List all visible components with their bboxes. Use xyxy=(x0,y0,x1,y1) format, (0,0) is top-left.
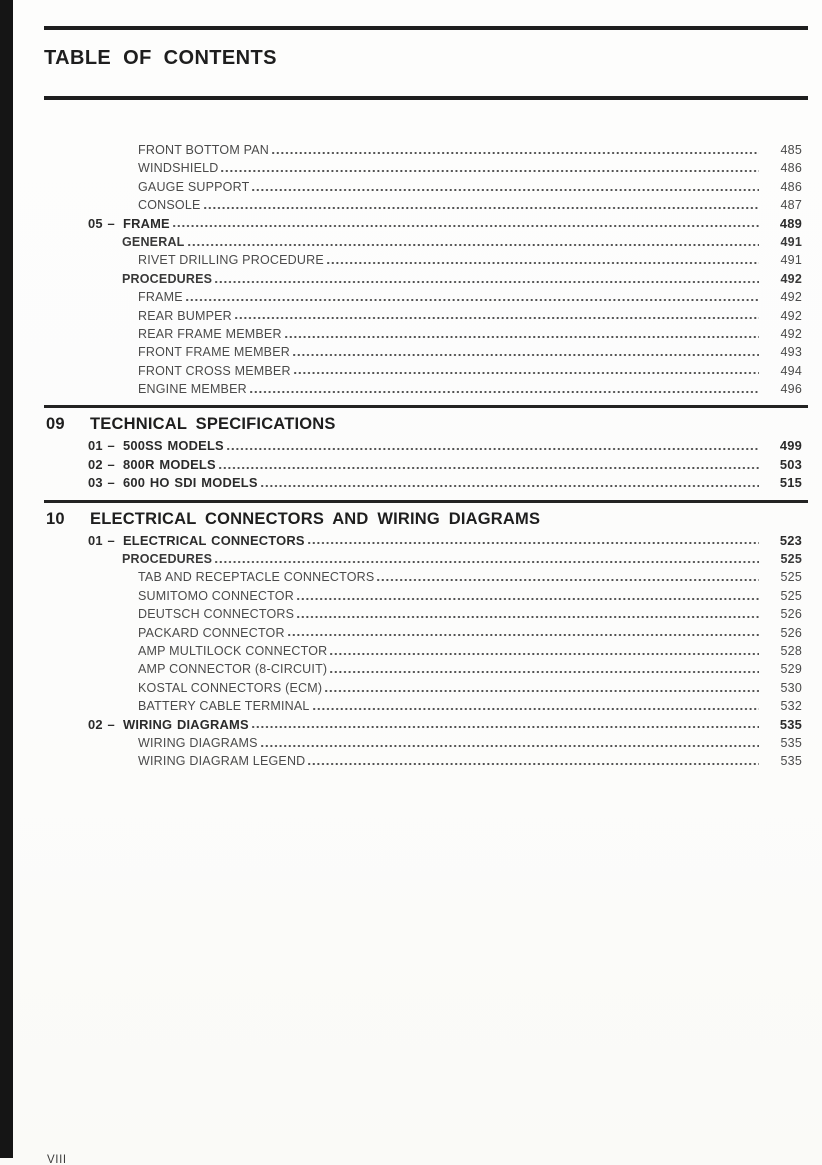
toc-entry-page: 492 xyxy=(780,290,802,305)
dot-leader xyxy=(173,215,759,233)
toc-entry-page: 486 xyxy=(780,161,802,176)
dot-leader xyxy=(288,624,759,642)
toc-entry-label: 500SS MODELS xyxy=(123,438,224,454)
toc-list xyxy=(44,141,808,771)
toc-entry-label: REAR FRAME MEMBER xyxy=(138,326,282,341)
toc-entry-label: WINDSHIELD xyxy=(138,161,219,176)
chapter-number: 10 xyxy=(46,509,65,528)
toc-entry xyxy=(44,178,808,196)
binding-edge-bar xyxy=(0,0,13,1158)
toc-entry-number: 01 – xyxy=(88,438,115,454)
toc-entry-page: 523 xyxy=(779,532,802,548)
toc-entry xyxy=(44,587,808,605)
toc-entry xyxy=(44,307,808,325)
toc-entry-label: PROCEDURES xyxy=(122,271,213,286)
dot-leader xyxy=(219,456,759,474)
chapter-heading xyxy=(44,506,808,532)
dot-leader xyxy=(285,325,759,343)
toc-entry xyxy=(44,605,808,623)
toc-entry-label: FRAME xyxy=(123,215,170,231)
toc-entry-page: 525 xyxy=(780,588,802,603)
chapter-number: 09 xyxy=(46,415,65,434)
toc-entry-page: 526 xyxy=(780,607,802,622)
dot-leader xyxy=(293,343,759,361)
toc-entry-label: REAR BUMPER xyxy=(138,308,232,323)
toc-entry xyxy=(44,437,808,455)
toc-entry xyxy=(44,550,808,568)
toc-entry xyxy=(44,624,808,642)
toc-entry-label: ENGINE MEMBER xyxy=(138,382,247,397)
toc-entry-label: WIRING DIAGRAM LEGEND xyxy=(138,754,306,769)
section-divider-rule xyxy=(44,405,808,408)
toc-entry-page: 491 xyxy=(780,253,802,268)
toc-entry-page: 525 xyxy=(780,570,802,585)
dot-leader xyxy=(252,716,759,734)
toc-entry xyxy=(44,734,808,752)
dot-leader xyxy=(204,196,759,214)
dot-leader xyxy=(377,568,759,586)
dot-leader xyxy=(330,660,759,678)
toc-entry xyxy=(44,251,808,269)
toc-entry-page: 494 xyxy=(780,363,802,378)
toc-entry xyxy=(44,716,808,734)
toc-entry-number: 05 – xyxy=(88,215,115,231)
toc-entry xyxy=(44,343,808,361)
dot-leader xyxy=(215,270,759,288)
toc-entry-page: 486 xyxy=(780,179,802,194)
toc-entry xyxy=(44,532,808,550)
dot-leader xyxy=(297,605,759,623)
toc-entry xyxy=(44,474,808,492)
chapter-title: ELECTRICAL CONNECTORS AND WIRING DIAGRAMS xyxy=(90,509,541,528)
toc-entry xyxy=(44,679,808,697)
toc-entry-page: 492 xyxy=(780,271,802,286)
toc-entry xyxy=(44,660,808,678)
toc-entry xyxy=(44,568,808,586)
toc-entry-page: 487 xyxy=(780,198,802,213)
toc-entry xyxy=(44,456,808,474)
dot-leader xyxy=(221,159,759,177)
toc-entry-page: 489 xyxy=(779,215,802,231)
toc-entry-page: 535 xyxy=(780,735,802,750)
toc-entry-label: CONSOLE xyxy=(138,198,201,213)
dot-leader xyxy=(313,697,759,715)
toc-entry xyxy=(44,159,808,177)
dot-leader xyxy=(235,307,759,325)
toc-entry xyxy=(44,215,808,233)
header-rule-bottom xyxy=(44,96,808,100)
toc-entry-label: FRONT CROSS MEMBER xyxy=(138,363,291,378)
dot-leader xyxy=(308,532,759,550)
toc-entry-page: 492 xyxy=(780,308,802,323)
toc-entry-page: 499 xyxy=(779,438,802,454)
toc-entry xyxy=(44,380,808,398)
dot-leader xyxy=(261,734,759,752)
dot-leader xyxy=(252,178,759,196)
dot-leader xyxy=(261,474,759,492)
toc-entry xyxy=(44,697,808,715)
toc-entry-page: 528 xyxy=(780,643,802,658)
dot-leader xyxy=(297,587,759,605)
header-rule-top xyxy=(44,26,808,30)
dot-leader xyxy=(215,550,759,568)
dot-leader xyxy=(227,437,759,455)
toc-entry xyxy=(44,752,808,770)
toc-entry-label: ELECTRICAL CONNECTORS xyxy=(123,532,305,548)
toc-entry-page: 515 xyxy=(779,475,802,491)
toc-entry-label: SUMITOMO CONNECTOR xyxy=(138,588,294,603)
toc-entry-label: 600 HO SDI MODELS xyxy=(123,475,258,491)
toc-entry xyxy=(44,270,808,288)
toc-entry-label: PACKARD CONNECTOR xyxy=(138,625,285,640)
dot-leader xyxy=(327,251,759,269)
toc-entry xyxy=(44,141,808,159)
dot-leader xyxy=(325,679,759,697)
toc-entry xyxy=(44,642,808,660)
toc-entry xyxy=(44,288,808,306)
section-divider-rule xyxy=(44,500,808,503)
toc-entry-label: GENERAL xyxy=(122,234,185,249)
toc-entry xyxy=(44,362,808,380)
toc-entry-page: 496 xyxy=(780,382,802,397)
toc-entry-page: 492 xyxy=(780,326,802,341)
toc-entry-page: 535 xyxy=(780,754,802,769)
toc-entry-number: 02 – xyxy=(88,716,115,732)
toc-entry-page: 530 xyxy=(780,680,802,695)
chapter-title: TECHNICAL SPECIFICATIONS xyxy=(90,415,336,434)
toc-entry-number: 01 – xyxy=(88,532,115,548)
toc-entry-label: DEUTSCH CONNECTORS xyxy=(138,607,295,622)
toc-entry-label: WIRING DIAGRAMS xyxy=(138,735,258,750)
dot-leader xyxy=(250,380,759,398)
toc-entry-label: FRONT FRAME MEMBER xyxy=(138,345,290,360)
toc-entry xyxy=(44,233,808,251)
toc-entry-label: WIRING DIAGRAMS xyxy=(123,716,249,732)
toc-entry xyxy=(44,196,808,214)
toc-entry-page: 529 xyxy=(780,662,802,677)
toc-entry-page: 532 xyxy=(780,699,802,714)
chapter-heading xyxy=(44,411,808,437)
page-title: TABLE OF CONTENTS xyxy=(44,47,277,69)
folio-page-number: VIII xyxy=(47,1154,67,1165)
toc-entry-label: RIVET DRILLING PROCEDURE xyxy=(138,253,324,268)
dot-leader xyxy=(272,141,759,159)
toc-entry-label: BATTERY CABLE TERMINAL xyxy=(138,699,310,714)
toc-entry-page: 525 xyxy=(780,552,802,567)
dot-leader xyxy=(188,233,759,251)
toc-entry-number: 02 – xyxy=(88,456,115,472)
toc-entry-page: 493 xyxy=(780,345,802,360)
toc-entry-label: FRONT BOTTOM PAN xyxy=(138,143,269,157)
toc-entry-label: GAUGE SUPPORT xyxy=(138,179,250,194)
toc-entry-number: 03 – xyxy=(88,475,115,491)
toc-entry-page: 535 xyxy=(779,716,802,732)
toc-entry-label: AMP CONNECTOR (8-CIRCUIT) xyxy=(138,662,328,677)
dot-leader xyxy=(330,642,759,660)
toc-entry-label: 800R MODELS xyxy=(123,456,216,472)
toc-entry-label: FRAME xyxy=(138,290,183,305)
toc-entry xyxy=(44,325,808,343)
toc-entry-page: 526 xyxy=(780,625,802,640)
toc-entry-label: AMP MULTILOCK CONNECTOR xyxy=(138,643,328,658)
dot-leader xyxy=(308,752,759,770)
toc-entry-label: PROCEDURES xyxy=(122,552,213,567)
dot-leader xyxy=(186,288,759,306)
dot-leader xyxy=(294,362,759,380)
toc-entry-page: 491 xyxy=(780,234,802,249)
toc-entry-page: 503 xyxy=(779,456,802,472)
toc-entry-page: 485 xyxy=(780,143,802,157)
toc-entry-label: KOSTAL CONNECTORS (ECM) xyxy=(138,680,323,695)
toc-entry-label: TAB AND RECEPTACLE CONNECTORS xyxy=(138,570,375,585)
